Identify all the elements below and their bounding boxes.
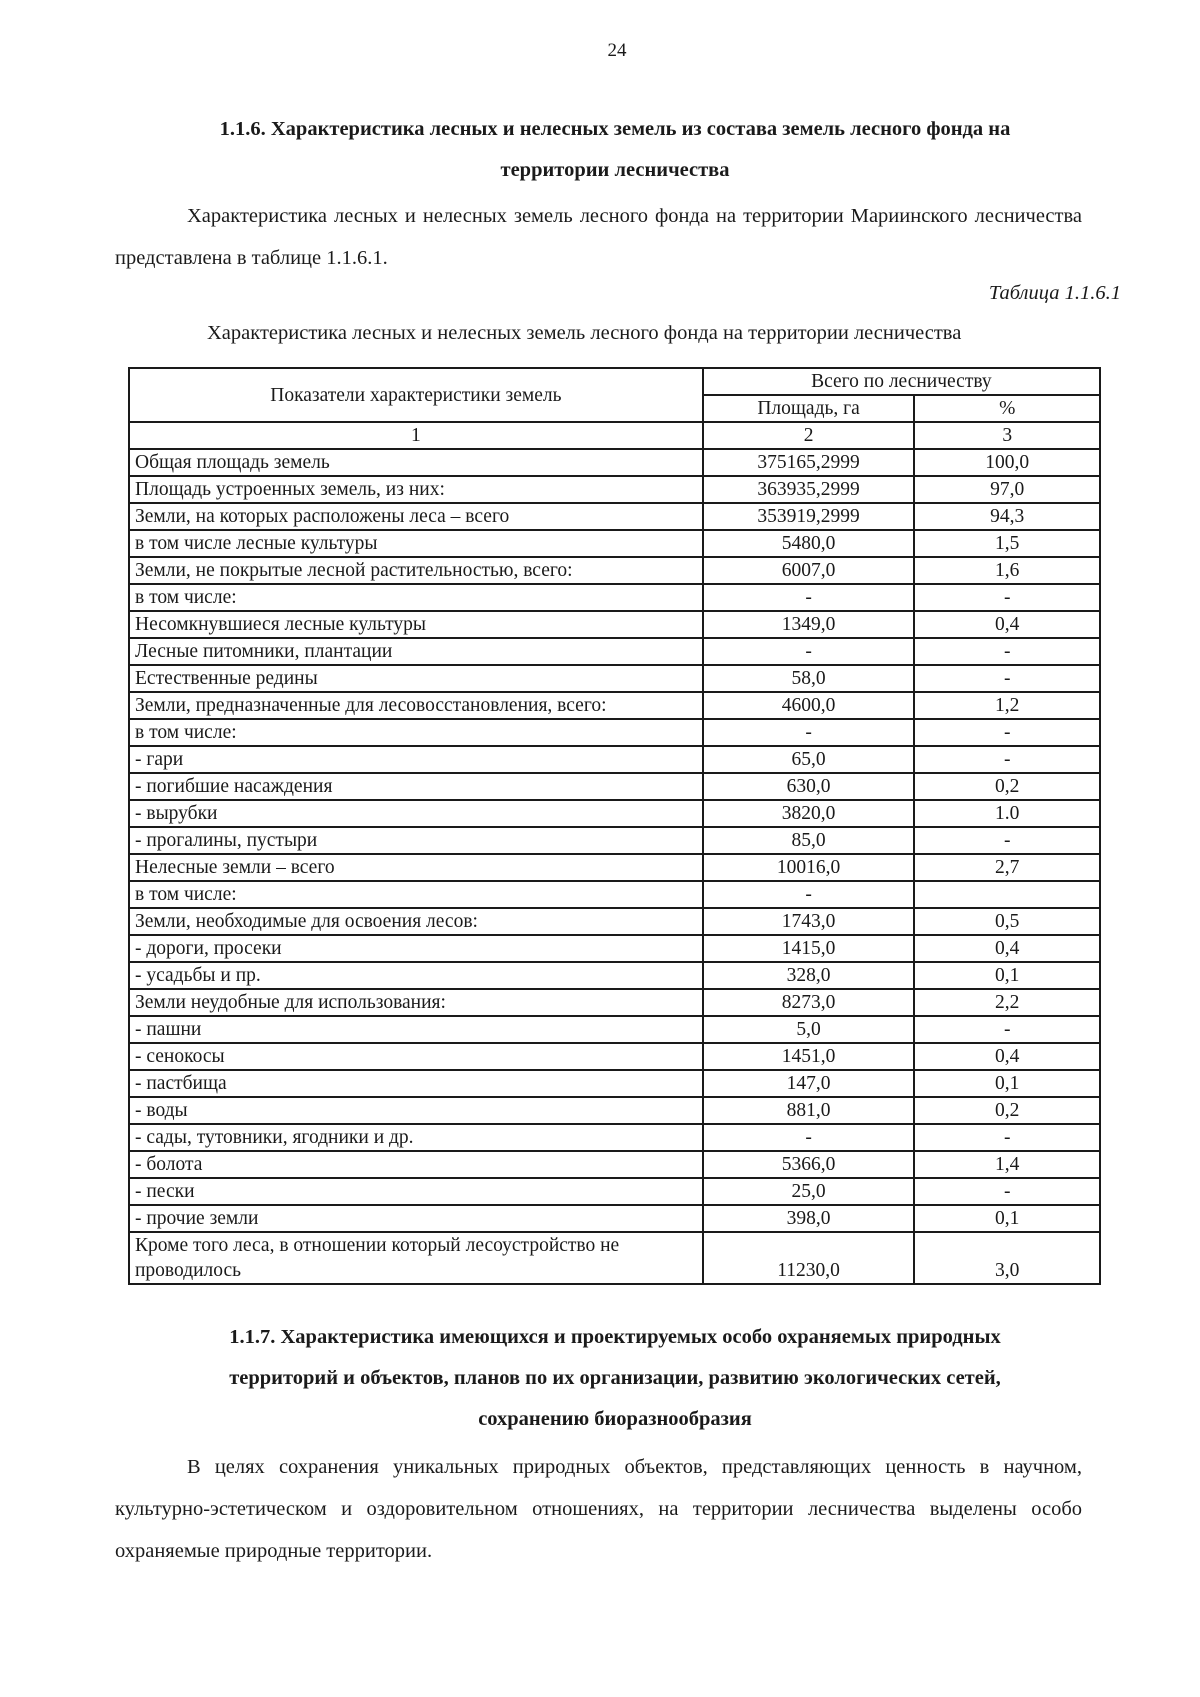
row-area: 398,0 xyxy=(703,1205,915,1232)
row-area: 5480,0 xyxy=(703,530,915,557)
table-row xyxy=(129,692,1100,719)
row-name: Общая площадь земель xyxy=(129,449,703,476)
row-name: - пастбища xyxy=(129,1070,703,1097)
row-percent: 0,2 xyxy=(914,773,1100,800)
table-row xyxy=(129,1043,1100,1070)
column-number: 3 xyxy=(914,422,1100,449)
row-area: 5,0 xyxy=(703,1016,915,1043)
header-area: Площадь, га xyxy=(703,395,915,422)
row-area: 1349,0 xyxy=(703,611,915,638)
row-name: Земли, на которых расположены леса – всего xyxy=(129,503,703,530)
row-area: 4600,0 xyxy=(703,692,915,719)
row-name: - воды xyxy=(129,1097,703,1124)
header-percent: % xyxy=(914,395,1100,422)
row-name: в том числе: xyxy=(129,881,703,908)
row-name: Площадь устроенных земель, из них: xyxy=(129,476,703,503)
row-percent: 2,2 xyxy=(914,989,1100,1016)
heading-line: сохранению биоразнообразия xyxy=(478,1408,752,1430)
row-name-line: Кроме того леса, в отношении который лесоустройство не xyxy=(135,1235,620,1256)
row-name: Естественные редины xyxy=(129,665,703,692)
row-percent: 1.0 xyxy=(914,800,1100,827)
row-percent: - xyxy=(914,1016,1100,1043)
table-row xyxy=(129,908,1100,935)
row-area: 353919,2999 xyxy=(703,503,915,530)
row-percent: 97,0 xyxy=(914,476,1100,503)
row-percent: 2,7 xyxy=(914,854,1100,881)
row-percent xyxy=(914,881,1100,908)
heading-line: территорий и объектов, планов по их организации, развитию экологических сетей, xyxy=(229,1367,1001,1389)
row-area: 25,0 xyxy=(703,1178,915,1205)
row-percent: - xyxy=(914,638,1100,665)
row-name: в том числе: xyxy=(129,584,703,611)
table-caption: Характеристика лесных и нелесных земель лесного фонда на территории лесничества xyxy=(207,322,962,344)
row-area: 1743,0 xyxy=(703,908,915,935)
table-row xyxy=(129,827,1100,854)
body-paragraph: В целях сохранения уникальных природных объектов, представляющих ценность в научном, культурно-эстетическом и оздоровительном отношениях, на территории лесничества выделены особо охраняемые природные территории. xyxy=(115,1456,1082,1562)
row-area: 10016,0 xyxy=(703,854,915,881)
row-percent: 0,5 xyxy=(914,908,1100,935)
row-area: 58,0 xyxy=(703,665,915,692)
row-percent: 1,2 xyxy=(914,692,1100,719)
row-percent: 1,5 xyxy=(914,530,1100,557)
row-name: Земли, не покрытые лесной растительностью, всего: xyxy=(129,557,703,584)
table-row xyxy=(129,800,1100,827)
table-row xyxy=(129,638,1100,665)
row-percent: - xyxy=(914,1178,1100,1205)
row-area: - xyxy=(703,719,915,746)
row-percent: 0,4 xyxy=(914,935,1100,962)
table-row xyxy=(129,584,1100,611)
row-area: 630,0 xyxy=(703,773,915,800)
intro-paragraph: Характеристика лесных и нелесных земель лесного фонда на территории Мариинского лесничества представлена в таблице 1.1.6.1. xyxy=(115,205,1082,269)
row-name: - сенокосы xyxy=(129,1043,703,1070)
row-name xyxy=(129,1232,703,1284)
table-row xyxy=(129,1124,1100,1151)
row-percent: - xyxy=(914,746,1100,773)
table-row xyxy=(129,935,1100,962)
table-row xyxy=(129,719,1100,746)
header-indicator: Показатели характеристики земель xyxy=(129,368,703,422)
table-row xyxy=(129,746,1100,773)
row-area: 6007,0 xyxy=(703,557,915,584)
row-percent: 94,3 xyxy=(914,503,1100,530)
table-row xyxy=(129,1178,1100,1205)
table-row xyxy=(129,1070,1100,1097)
row-area: 375165,2999 xyxy=(703,449,915,476)
row-name: Земли неудобные для использования: xyxy=(129,989,703,1016)
table-row xyxy=(129,962,1100,989)
row-name: в том числе лесные культуры xyxy=(129,530,703,557)
table-row xyxy=(129,773,1100,800)
row-percent: 1,6 xyxy=(914,557,1100,584)
row-area: 3820,0 xyxy=(703,800,915,827)
row-name: - гари xyxy=(129,746,703,773)
header-total-group: Всего по лесничеству xyxy=(703,368,1100,395)
row-name: Лесные питомники, плантации xyxy=(129,638,703,665)
row-area: 5366,0 xyxy=(703,1151,915,1178)
table-row xyxy=(129,1016,1100,1043)
row-percent: 0,4 xyxy=(914,611,1100,638)
section-heading-1-1-7 xyxy=(150,1317,1080,1440)
heading-line: 1.1.7. Характеристика имеющихся и проектируемых особо охраняемых природных xyxy=(229,1326,1001,1348)
row-percent: - xyxy=(914,665,1100,692)
table-row xyxy=(129,611,1100,638)
column-number: 1 xyxy=(129,422,703,449)
row-name: - дороги, просеки xyxy=(129,935,703,962)
land-characteristics-table xyxy=(128,367,1101,1285)
table-row xyxy=(129,449,1100,476)
row-name: - пески xyxy=(129,1178,703,1205)
row-name: - вырубки xyxy=(129,800,703,827)
table-label: Таблица 1.1.6.1 xyxy=(988,282,1121,304)
row-name: - болота xyxy=(129,1151,703,1178)
table-body xyxy=(129,449,1100,1232)
row-area: 881,0 xyxy=(703,1097,915,1124)
row-percent: 3,0 xyxy=(914,1232,1100,1284)
row-percent: 1,4 xyxy=(914,1151,1100,1178)
row-name: Несомкнувшиеся лесные культуры xyxy=(129,611,703,638)
table-row xyxy=(129,1232,1100,1284)
row-area: 363935,2999 xyxy=(703,476,915,503)
row-name: - усадьбы и пр. xyxy=(129,962,703,989)
row-percent: - xyxy=(914,1124,1100,1151)
table-row xyxy=(129,854,1100,881)
row-name: - сады, тутовники, ягодники и др. xyxy=(129,1124,703,1151)
row-name: - прогалины, пустыри xyxy=(129,827,703,854)
row-area: - xyxy=(703,638,915,665)
row-name: - погибшие насаждения xyxy=(129,773,703,800)
row-area: - xyxy=(703,881,915,908)
row-name: в том числе: xyxy=(129,719,703,746)
row-area: 11230,0 xyxy=(703,1232,915,1284)
row-percent: 0,1 xyxy=(914,1205,1100,1232)
table-row xyxy=(129,1151,1100,1178)
row-percent: 0,2 xyxy=(914,1097,1100,1124)
row-area: 1451,0 xyxy=(703,1043,915,1070)
row-name: - прочие земли xyxy=(129,1205,703,1232)
row-percent: - xyxy=(914,584,1100,611)
table-row xyxy=(129,665,1100,692)
table-row xyxy=(129,1205,1100,1232)
table-row xyxy=(129,503,1100,530)
column-number: 2 xyxy=(703,422,915,449)
row-name: Земли, необходимые для освоения лесов: xyxy=(129,908,703,935)
table-row xyxy=(129,881,1100,908)
row-percent: - xyxy=(914,719,1100,746)
table-row xyxy=(129,530,1100,557)
row-name: Земли, предназначенные для лесовосстановления, всего: xyxy=(129,692,703,719)
table-row xyxy=(129,476,1100,503)
row-name: Нелесные земли – всего xyxy=(129,854,703,881)
row-area: 65,0 xyxy=(703,746,915,773)
page-number: 24 xyxy=(607,40,627,61)
row-name: - пашни xyxy=(129,1016,703,1043)
row-area: - xyxy=(703,584,915,611)
row-area: 147,0 xyxy=(703,1070,915,1097)
row-area: - xyxy=(703,1124,915,1151)
row-area: 1415,0 xyxy=(703,935,915,962)
row-percent: 100,0 xyxy=(914,449,1100,476)
row-percent: 0,1 xyxy=(914,1070,1100,1097)
row-area: 85,0 xyxy=(703,827,915,854)
row-area: 8273,0 xyxy=(703,989,915,1016)
table-row xyxy=(129,1097,1100,1124)
row-area: 328,0 xyxy=(703,962,915,989)
row-name-line: проводилось xyxy=(135,1260,242,1281)
heading-line: территории лесничества xyxy=(500,159,730,181)
row-percent: 0,1 xyxy=(914,962,1100,989)
row-percent: 0,4 xyxy=(914,1043,1100,1070)
row-percent: - xyxy=(914,827,1100,854)
table-row xyxy=(129,989,1100,1016)
table-row xyxy=(129,557,1100,584)
section-heading-1-1-6 xyxy=(150,109,1080,191)
heading-line: 1.1.6. Характеристика лесных и нелесных земель из состава земель лесного фонда на xyxy=(219,118,1011,140)
